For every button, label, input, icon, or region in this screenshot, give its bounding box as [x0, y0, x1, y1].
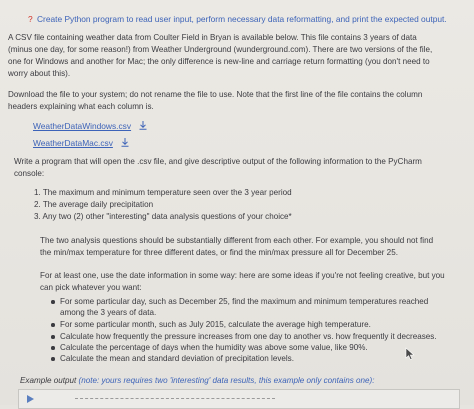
requirement-item: 3. Any two (2) other "interesting" data analysis questions of your choice* — [34, 212, 292, 221]
idea-item-continued: among the 3 years of data. — [60, 308, 157, 317]
idea-item: For some particular day, such as December 25, find the maximum and minimum temperatures reached — [60, 297, 429, 306]
mouse-cursor-icon — [405, 347, 415, 361]
intro-line: (minus one day, for some reason!) from Weather Underground (wunderground.com). There are two versions of the file, — [8, 45, 433, 54]
intro-line: worry about this). — [8, 69, 71, 78]
file-link-label[interactable]: WeatherDataWindows.csv — [33, 121, 132, 131]
example-output-label: Example output — [20, 376, 77, 385]
example-output-box — [18, 389, 460, 409]
file-link-label[interactable]: WeatherDataMac.csv — [33, 138, 113, 148]
write-line: console: — [14, 169, 45, 178]
download-line: Download the file to your system; do not rename the file to use. Note that the first line of the file contains the column — [8, 90, 423, 99]
question-title — [28, 14, 447, 25]
idea-item: Calculate how frequently the pressure increases from one day to another vs. how frequently it decreases. — [60, 332, 437, 341]
idea-item: For some particular month, such as July 2015, calculate the average high temperature. — [60, 320, 371, 329]
ideas-line: can pick whatever you want: — [40, 283, 142, 292]
question-mark-icon: ? — [28, 14, 33, 24]
example-output-note: (note: yours requires two 'interesting' data results, this example only contains one): — [78, 376, 375, 385]
download-line: headers explaining what each column is. — [8, 102, 154, 111]
analysis-line: the min/max temperature for three different dates, or find the min/max pressure all for December 25. — [40, 248, 398, 257]
requirement-item: 2. The average daily precipitation — [34, 200, 154, 209]
divider — [75, 398, 275, 399]
download-icon[interactable] — [121, 138, 129, 147]
ideas-line: For at least one, use the date information in some way: here are some ideas if you're not feeling creative, but you — [40, 271, 445, 280]
question-title-text: Create Python program to read user input, perform necessary data reformatting, and print the expected output. — [37, 14, 447, 24]
download-icon[interactable] — [139, 121, 147, 130]
idea-item: Calculate the mean and standard deviation of precipitation levels. — [60, 354, 294, 363]
write-line: Write a program that will open the .csv file, and give descriptive output of the following information to the PyCharm — [14, 157, 422, 166]
analysis-line: The two analysis questions should be substantially different from each other. For example, you should not find — [40, 236, 434, 245]
example-output-heading — [20, 375, 374, 386]
play-icon[interactable] — [27, 395, 34, 403]
requirement-item: 1. The maximum and minimum temperature seen over the 3 year period — [34, 188, 292, 197]
intro-line: A CSV file containing weather data from Coulter Field in Bryan is available below. This file contains 3 years of data — [8, 33, 417, 42]
file-link-mac[interactable] — [33, 138, 129, 149]
intro-line: one for Windows and another for Mac; the only difference is new-line and carriage return formatting (you don't need to — [8, 57, 430, 66]
idea-item: Calculate the percentage of days when the humidity was above some value, like 90%. — [60, 343, 368, 352]
file-link-windows[interactable] — [33, 121, 147, 132]
